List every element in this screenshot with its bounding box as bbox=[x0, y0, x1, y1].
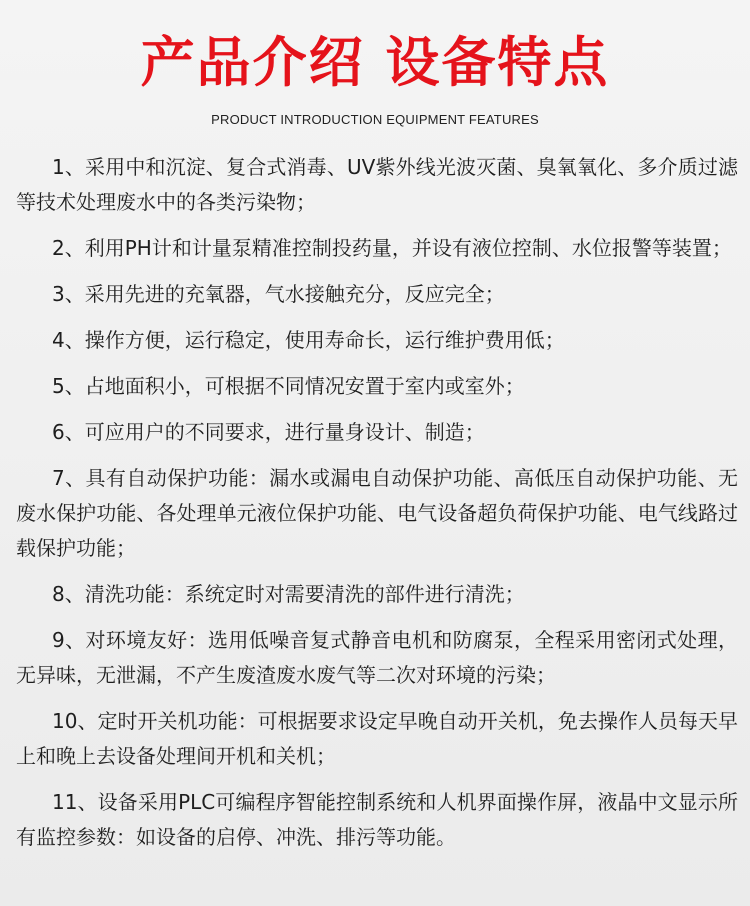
feature-item-6: 6、可应用户的不同要求，进行量身设计、制造； bbox=[52, 420, 485, 444]
feature-item-10: 10、定时开关机功能：可根据要求设定早晚自动开关机，免去操作人员每天早上和晚上去设备处理间开机和关机； bbox=[16, 709, 738, 768]
feature-item-4: 4、操作方便，运行稳定，使用寿命长，运行维护费用低； bbox=[52, 328, 565, 352]
feature-item-2: 2、利用PH计和计量泵精准控制投药量，并设有液位控制、水位报警等装置； bbox=[52, 236, 732, 260]
feature-item-1: 1、采用中和沉淀、复合式消毒、UV紫外线光波灭菌、臭氧氧化、多介质过滤等技术处理废水中的各类污染物； bbox=[16, 155, 738, 214]
feature-item-11: 11、设备采用PLC可编程序智能控制系统和人机界面操作屏，液晶中文显示所有监控参数：如设备的启停、冲洗、排污等功能。 bbox=[16, 790, 738, 849]
feature-item-5: 5、占地面积小，可根据不同情况安置于室内或室外； bbox=[52, 374, 525, 398]
feature-item-8: 8、清洗功能：系统定时对需要清洗的部件进行清洗； bbox=[52, 582, 525, 606]
feature-item-9: 9、对环境友好：选用低噪音复式静音电机和防腐泵，全程采用密闭式处理，无异味，无泄漏，不产生废渣废水废气等二次对环境的污染； bbox=[16, 628, 738, 687]
page-title: 产品介绍 设备特点 bbox=[140, 31, 610, 94]
page-subtitle: PRODUCT INTRODUCTION EQUIPMENT FEATURES bbox=[211, 112, 539, 127]
feature-item-3: 3、采用先进的充氧器，气水接触充分，反应完全； bbox=[52, 282, 505, 306]
feature-item-7: 7、具有自动保护功能：漏水或漏电自动保护功能、高低压自动保护功能、无废水保护功能、各处理单元液位保护功能、电气设备超负荷保护功能、电气线路过载保护功能； bbox=[16, 466, 738, 560]
feature-list bbox=[16, 150, 738, 866]
